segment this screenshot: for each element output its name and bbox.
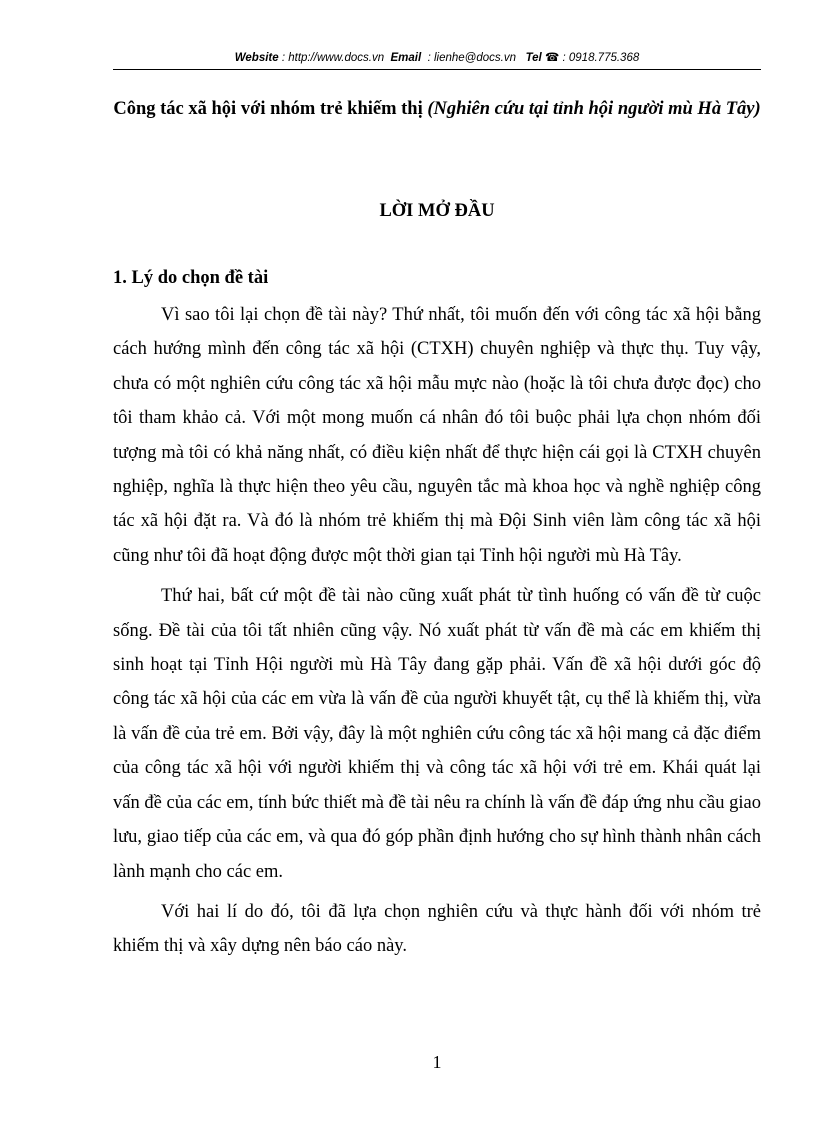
tel-value: : 0918.775.368: [562, 52, 640, 64]
paragraph: Vì sao tôi lại chọn đề tài này? Thứ nhất, tôi muốn đến với công tác xã hội bằng cách hướng mình đến công tác xã hội (CTXH) chuyên nghiệp và thực thụ. Tuy vậy, chưa có một nghiên cứu công tác xã hội mẫu mực nào (hoặc là tôi chưa được đọc) cho tôi tham khảo cả. Với một mong muốn cá nhân đó tôi buộc phải lựa chọn nhóm đối tượng mà tôi có khả năng nhất, có điều kiện nhất để thực hiện cái gọi là CTXH chuyên nghiệp, nghĩa là thực hiện theo yêu cầu, nguyên tắc mà khoa học và nghề nghiệp công tác xã hội đặt ra. Và đó là nhóm trẻ khiếm thị mà Đội Sinh viên làm công tác xã hội cũng như tôi đã hoạt động được một thời gian tại Tỉnh hội người mù Hà Tây.: [113, 305, 761, 566]
body-text: [113, 298, 761, 970]
website-label: Website: [234, 52, 279, 64]
section-title: 1. Lý do chọn đề tài: [113, 268, 269, 288]
main-heading: LỜI MỞ ĐẦU: [379, 201, 495, 221]
tel-label: Tel: [525, 52, 542, 64]
title-main: Công tác xã hội với nhóm trẻ khiếm thị: [113, 99, 423, 119]
title-subtitle: (Nghiên cứu tại tỉnh hội người mù Hà Tây): [427, 99, 761, 119]
paragraph: Thứ hai, bất cứ một đề tài nào cũng xuất phát từ tình huống có vấn đề từ cuộc sống. Đề tài của tôi tất nhiên cũng vậy. Nó xuất phát từ vấn đề mà các em khiếm thị sinh hoạt tại Tỉnh Hội người mù Hà Tây đang gặp phải. Vấn đề xã hội dưới góc độ công tác xã hội của các em vừa là vấn đề của người khuyết tật, cụ thể là khiếm thị, vừa là vấn đề của trẻ em. Bởi vậy, đây là một nghiên cứu công tác xã hội mang cả đặc điểm của công tác xã hội với người khiếm thị và công tác xã hội với trẻ em. Khái quát lại vấn đề của các em, tính bức thiết mà đề tài nêu ra chính là vấn đề đáp ứng nhu cầu giao lưu, giao tiếp của các em, và qua đó góp phần định hướng cho sự hình thành nhân cách lành mạnh cho các em.: [113, 586, 761, 882]
website-value: : http://www.docs.vn: [281, 52, 385, 64]
email-value: : lienhe@docs.vn: [427, 52, 516, 64]
email-label: Email: [390, 52, 422, 64]
paragraph: Với hai lí do đó, tôi đã lựa chọn nghiên cứu và thực hành đối với nhóm trẻ khiếm thị và xây dựng nên báo cáo này.: [113, 901, 761, 957]
phone-icon: ☎: [544, 52, 560, 64]
document-title: [113, 92, 761, 127]
page-header: [113, 50, 761, 64]
page-number: 1: [432, 1052, 442, 1072]
header-divider: [113, 69, 761, 70]
